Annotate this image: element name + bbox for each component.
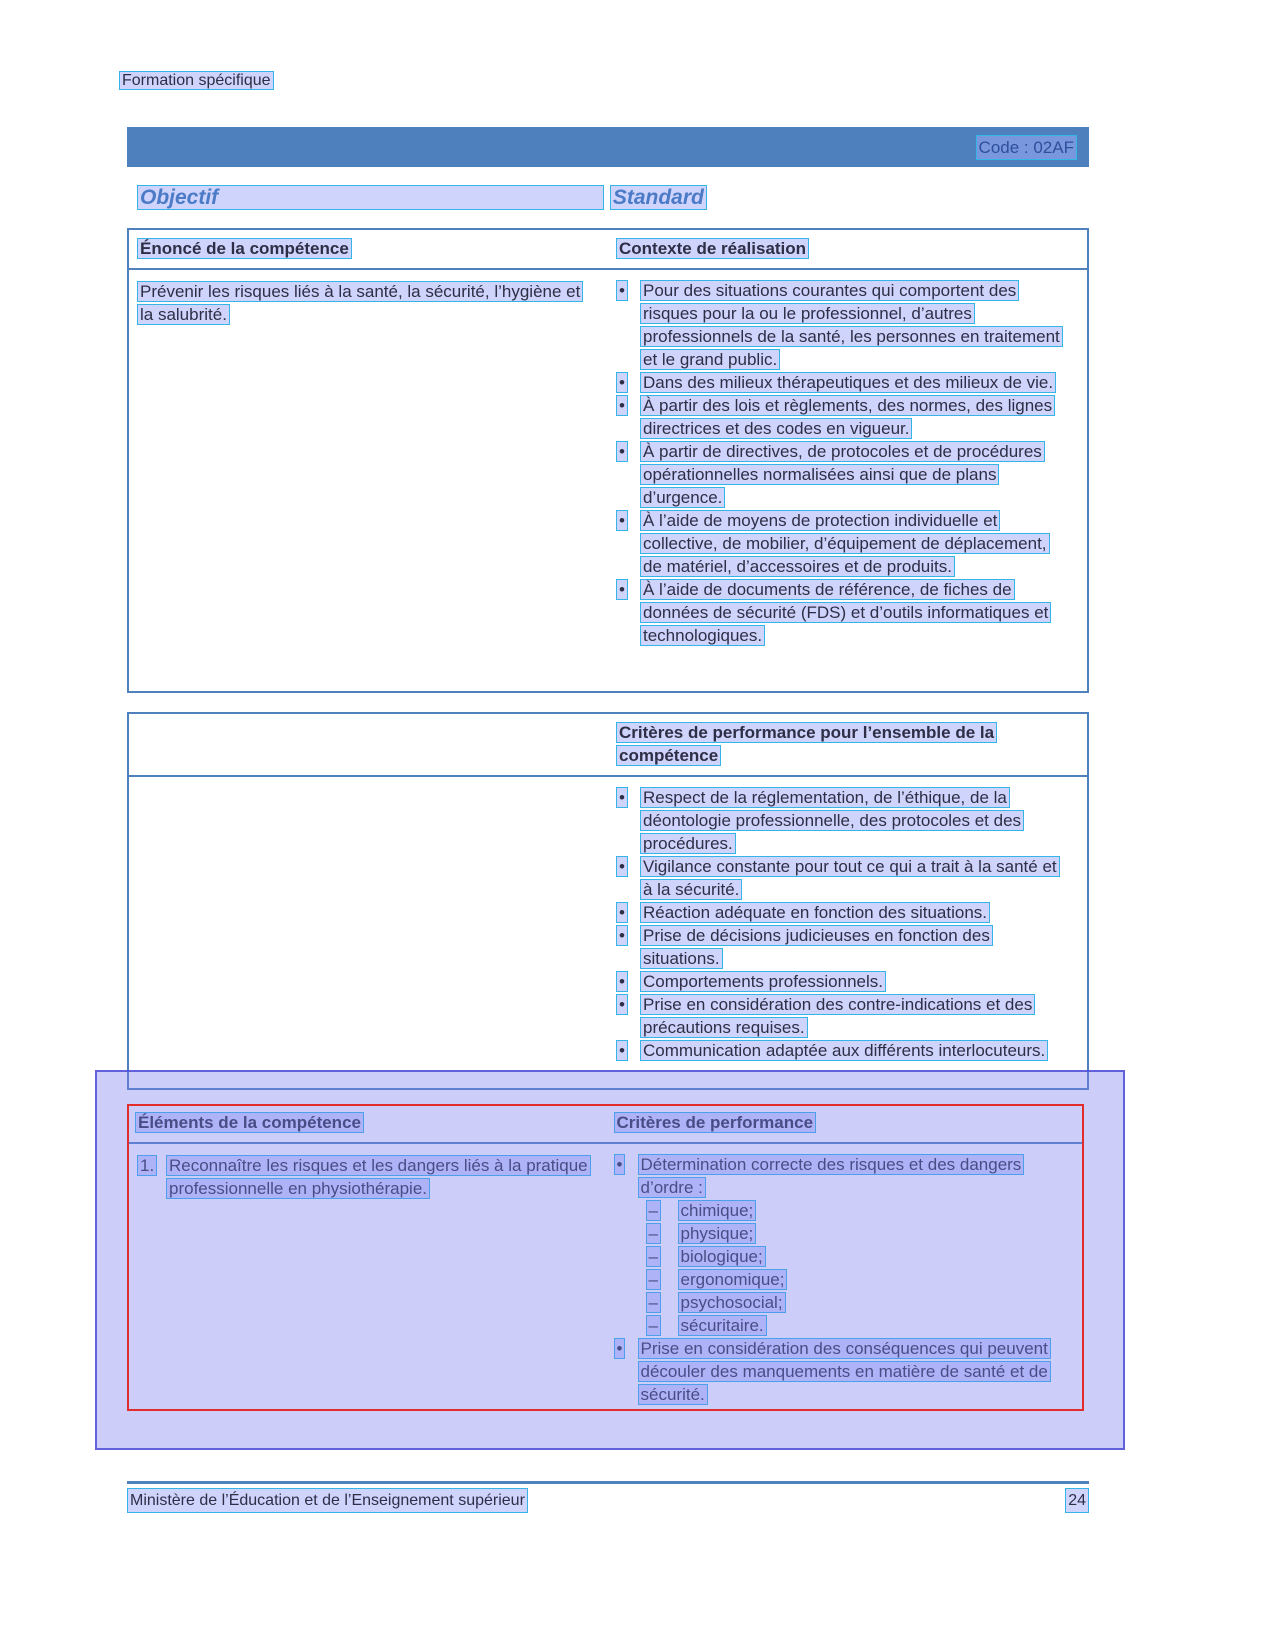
sub-item <box>606 1199 1065 1222</box>
section-label-row <box>119 69 274 92</box>
performance-item <box>608 924 1067 970</box>
context-item-text-wrap <box>640 440 1067 509</box>
criterion-text-wrap <box>638 1153 1065 1199</box>
sub-item-text-wrap <box>678 1245 1065 1268</box>
sub-item-text-wrap <box>678 1268 1065 1291</box>
criteres-cell <box>606 1144 1085 1406</box>
bullet-icon: • <box>614 1154 626 1175</box>
sub-item-text: physique; <box>678 1223 757 1244</box>
performance-item-text-wrap <box>640 1039 1067 1062</box>
criterion-text: Prise en considération des conséquences qui peuvent découler des manquements en matière de santé et de sécurité. <box>638 1338 1051 1405</box>
column-header-enonce-label: Énoncé de la compétence <box>137 238 352 259</box>
bullet-icon: • <box>616 1040 628 1061</box>
sub-item-text: biologique; <box>678 1246 766 1267</box>
dash-icon: – <box>646 1269 661 1290</box>
bullet-mark <box>608 901 640 924</box>
element-number: 1. <box>137 1155 157 1176</box>
context-item-text: À l’aide de moyens de protection individuelle et collective, de mobilier, d’équipement de déplacement, de matériel, d’accessoires et de produits. <box>640 510 1050 577</box>
bullet-mark <box>608 855 640 878</box>
context-item <box>608 440 1067 509</box>
column-header-elements <box>127 1104 606 1142</box>
dash-mark <box>646 1245 678 1268</box>
performance-item-text-wrap <box>640 901 1067 924</box>
context-item <box>608 394 1067 440</box>
bullet-mark <box>608 371 640 394</box>
performance-item-text-wrap <box>640 786 1067 855</box>
sub-item <box>606 1291 1065 1314</box>
sub-item-text-wrap <box>678 1314 1065 1337</box>
sub-item-text-wrap <box>678 1222 1065 1245</box>
column-header-contexte <box>608 230 1087 268</box>
performance-item-text: Prise de décisions judicieuses en fonction des situations. <box>640 925 993 969</box>
bullet-icon: • <box>616 902 628 923</box>
context-item-text: Dans des milieux thérapeutiques et des milieux de vie. <box>640 372 1056 393</box>
column-header-enonce <box>129 230 608 268</box>
bullet-icon: • <box>616 856 628 877</box>
bullet-mark <box>608 993 640 1016</box>
context-item <box>608 279 1067 371</box>
context-item-text-wrap <box>640 509 1067 578</box>
bullet-mark <box>608 509 640 532</box>
context-item <box>608 578 1067 647</box>
sub-item-text: psychosocial; <box>678 1292 786 1313</box>
sub-item-text-wrap <box>678 1199 1065 1222</box>
context-item-text-wrap <box>640 371 1067 394</box>
context-item-text: À partir des lois et règlements, des normes, des lignes directrices et des codes en vigueur. <box>640 395 1055 439</box>
elements-table-header <box>127 1104 1084 1144</box>
performance-item <box>608 786 1067 855</box>
performance-item <box>608 970 1067 993</box>
bullet-mark <box>608 578 640 601</box>
performance-empty-cell <box>129 777 608 1062</box>
performance-table-header <box>129 714 1087 777</box>
sub-item-text: chimique; <box>678 1200 757 1221</box>
context-item-text-wrap <box>640 394 1067 440</box>
dash-icon: – <box>646 1292 661 1313</box>
footer-rule <box>127 1481 1089 1484</box>
element-number-mark <box>135 1154 166 1200</box>
bullet-mark <box>608 440 640 463</box>
bullet-icon: • <box>616 510 628 531</box>
context-item <box>608 371 1067 394</box>
context-item-text-wrap <box>640 279 1067 371</box>
element-item <box>135 1154 590 1200</box>
criterion-item <box>606 1337 1065 1406</box>
sub-item-text: ergonomique; <box>678 1269 788 1290</box>
performance-item-text-wrap <box>640 970 1067 993</box>
dash-mark <box>646 1268 678 1291</box>
performance-header-cell <box>608 714 1087 775</box>
performance-item <box>608 855 1067 901</box>
enonce-text: Prévenir les risques liés à la santé, la sécurité, l’hygiène et la salubrité. <box>137 281 583 325</box>
bullet-icon: • <box>616 395 628 416</box>
context-item-text: À l’aide de documents de référence, de fiches de données de sécurité (FDS) et d’outils informatiques et technologiques. <box>640 579 1051 646</box>
context-item-text-wrap <box>640 578 1067 647</box>
bullet-mark <box>606 1337 638 1360</box>
contexte-cell <box>608 270 1087 647</box>
dash-mark <box>646 1314 678 1337</box>
elements-table <box>127 1104 1084 1411</box>
performance-header-label: Critères de performance pour l’ensemble de la compétence <box>616 722 997 766</box>
bullet-icon: • <box>616 372 628 393</box>
bullet-icon: • <box>616 579 628 600</box>
performance-item-text-wrap <box>640 855 1067 901</box>
criterion-item <box>606 1153 1065 1199</box>
element-text-wrap <box>166 1154 590 1200</box>
objectif-heading: Objectif <box>137 185 604 210</box>
performance-item-text: Respect de la réglementation, de l’éthique, de la déontologie professionnelle, des protocoles et des procédures. <box>640 787 1024 854</box>
bullet-icon: • <box>616 994 628 1015</box>
bullet-icon: • <box>616 925 628 946</box>
bullet-icon: • <box>614 1338 626 1359</box>
performance-table <box>127 712 1089 1090</box>
footer-text: Ministère de l’Éducation et de l’Enseignement supérieur <box>127 1488 528 1513</box>
sub-item <box>606 1268 1065 1291</box>
dash-icon: – <box>646 1200 661 1221</box>
bullet-mark <box>608 394 640 417</box>
elements-table-body <box>127 1144 1084 1406</box>
dash-icon: – <box>646 1246 661 1267</box>
headings-row <box>137 185 1089 210</box>
enonce-cell <box>129 270 608 647</box>
criterion-text: Détermination correcte des risques et des dangers d’ordre : <box>638 1154 1025 1198</box>
bullet-mark <box>606 1153 638 1176</box>
page-number: 24 <box>1065 1488 1089 1513</box>
bullet-icon: • <box>616 441 628 462</box>
column-header-criteres-label: Critères de performance <box>614 1112 817 1133</box>
dash-mark <box>646 1291 678 1314</box>
competence-table-header <box>129 230 1087 270</box>
performance-item <box>608 901 1067 924</box>
dash-mark <box>646 1199 678 1222</box>
footer <box>127 1488 1089 1513</box>
element-cell <box>127 1144 606 1406</box>
element-text: Reconnaître les risques et les dangers liés à la pratique professionnelle en physiothérapie. <box>166 1155 591 1199</box>
performance-header-empty <box>129 714 608 775</box>
bullet-mark <box>608 970 640 993</box>
dash-icon: – <box>646 1223 661 1244</box>
bullet-mark <box>608 924 640 947</box>
context-item-text: À partir de directives, de protocoles et de procédures opérationnelles normalisées ainsi que de plans d’urgence. <box>640 441 1045 508</box>
column-header-criteres <box>606 1104 1085 1142</box>
bullet-mark <box>608 786 640 809</box>
performance-item-text: Prise en considération des contre-indications et des précautions requises. <box>640 994 1035 1038</box>
performance-table-body <box>129 777 1087 1062</box>
dash-icon: – <box>646 1315 661 1336</box>
sub-item <box>606 1222 1065 1245</box>
performance-item-text-wrap <box>640 993 1067 1039</box>
standard-heading: Standard <box>610 185 707 210</box>
code-label: Code : 02AF <box>976 135 1077 160</box>
performance-item-text: Vigilance constante pour tout ce qui a trait à la santé et à la sécurité. <box>640 856 1060 900</box>
sub-item <box>606 1314 1065 1337</box>
sub-item-text: sécuritaire. <box>678 1315 767 1336</box>
criterion-text-wrap <box>638 1337 1065 1406</box>
dash-mark <box>646 1222 678 1245</box>
bullet-icon: • <box>616 787 628 808</box>
performance-item-text: Communication adaptée aux différents interlocuteurs. <box>640 1040 1048 1061</box>
bullet-mark <box>608 279 640 302</box>
context-item <box>608 509 1067 578</box>
performance-item <box>608 1039 1067 1062</box>
bullet-icon: • <box>616 971 628 992</box>
column-header-contexte-label: Contexte de réalisation <box>616 238 809 259</box>
performance-item <box>608 993 1067 1039</box>
context-item-text: Pour des situations courantes qui comportent des risques pour la ou le professionnel, d’autres professionnels de la santé, les personnes en traitement et le grand public. <box>640 280 1063 370</box>
bullet-icon: • <box>616 280 628 301</box>
title-bar <box>127 127 1089 167</box>
performance-item-text: Comportements professionnels. <box>640 971 886 992</box>
bullet-mark <box>608 1039 640 1062</box>
competence-table-body <box>129 270 1087 647</box>
performance-list-cell <box>608 777 1087 1062</box>
performance-item-text-wrap <box>640 924 1067 970</box>
performance-item-text: Réaction adéquate en fonction des situations. <box>640 902 990 923</box>
competence-table <box>127 228 1089 693</box>
sub-item <box>606 1245 1065 1268</box>
sub-item-text-wrap <box>678 1291 1065 1314</box>
section-label: Formation spécifique <box>119 71 274 90</box>
column-header-elements-label: Éléments de la compétence <box>135 1112 364 1133</box>
